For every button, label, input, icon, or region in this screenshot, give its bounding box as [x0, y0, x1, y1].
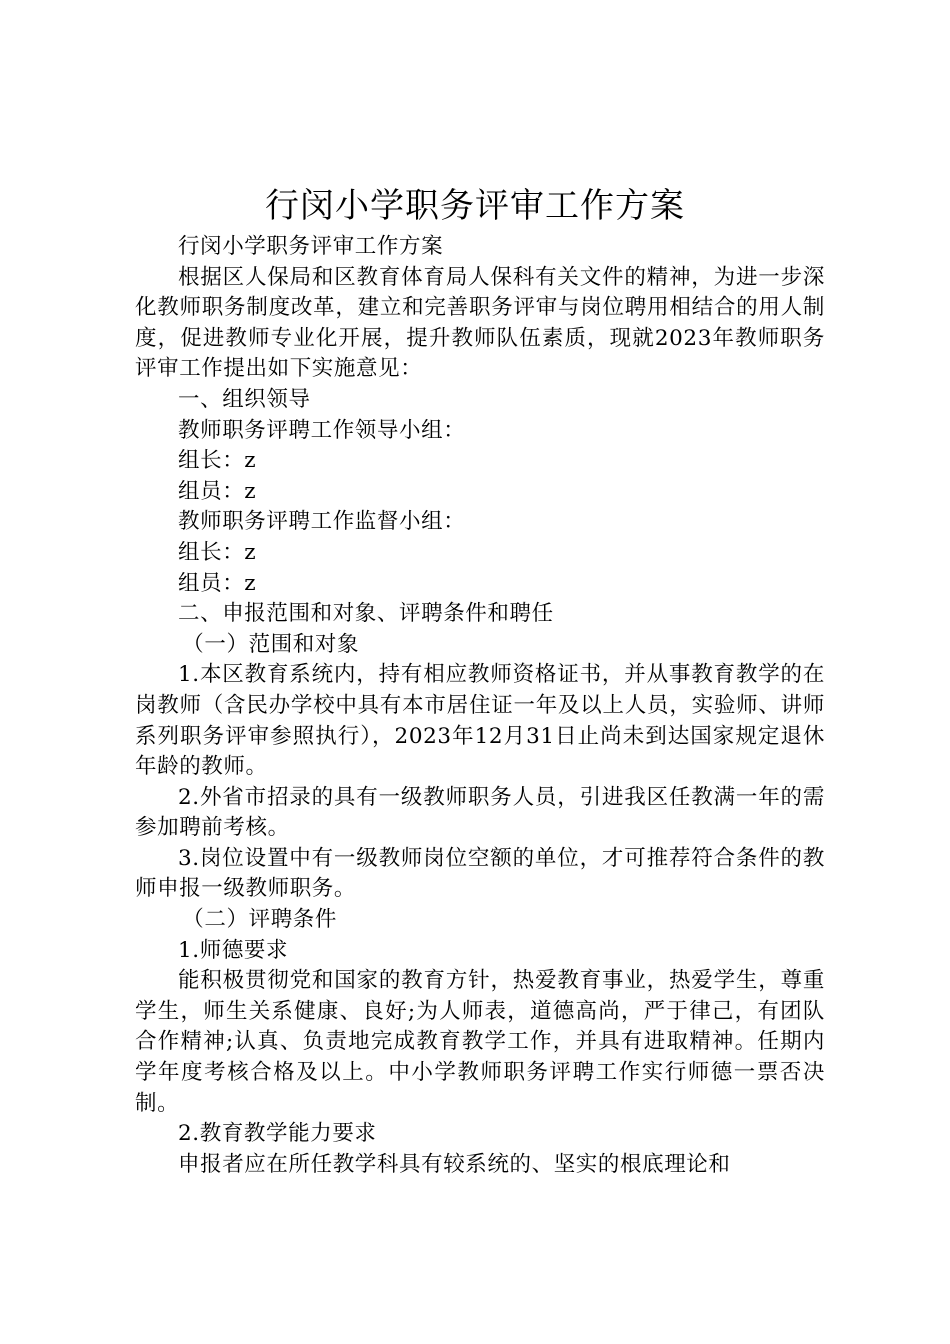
heading-organization: 一、组织领导 — [178, 386, 311, 412]
paragraph-item-2: 2.外省市招录的具有一级教师职务人员，引进我区任教满一年的需参加聘前考核。 — [135, 784, 825, 841]
paragraph-item-1: 1.本区教育系统内，持有相应教师资格证书，并从事教育教学的在岗教师（含民办学校中具有本市居住证一年及以上人员，实验师、讲师系列职务评审参照执行），2023年12月31日止尚未到达国家规定退休年龄的教师。 — [135, 662, 825, 780]
paragraph-subtitle: 行闵小学职务评审工作方案 — [178, 234, 444, 259]
paragraph-members-1: 组员：z — [178, 478, 257, 504]
paragraph-ethics-heading: 1.师德要求 — [178, 937, 289, 963]
paragraph-supervising-group: 教师职务评聘工作监督小组： — [178, 509, 466, 535]
paragraph-intro: 根据区人保局和区教育体育局人保科有关文件的精神，为进一步深化教师职务制度改革，建立和完善职务评审与岗位聘用相结合的用人制度，促进教师专业化开展，提升教师队伍素质，现就2023年教师职务评审工作提出如下实施意见： — [135, 264, 825, 382]
paragraph-members-2: 组员：z — [178, 570, 257, 596]
paragraph-ethics: 能积极贯彻党和国家的教育方针，热爱教育事业，热爱学生，尊重学生，师生关系健康、良好;为人师表，道德高尚，严于律己，有团队合作精神;认真、负责地完成教育教学工作，并具有进取精神。任期内学年度考核合格及以上。中小学教师职务评聘工作实行师德一票否决制。 — [135, 968, 825, 1116]
document-body — [135, 232, 825, 1180]
subheading-scope-objects: （一）范围和对象 — [182, 631, 360, 657]
paragraph-ability-heading: 2.教育教学能力要求 — [178, 1121, 377, 1147]
subheading-conditions: （二）评聘条件 — [182, 907, 337, 933]
paragraph-item-3: 3.岗位设置中有一级教师岗位空额的单位，才可推荐符合条件的教师申报一级教师职务。 — [135, 845, 825, 902]
heading-scope: 二、申报范围和对象、评聘条件和聘任 — [178, 601, 554, 627]
paragraph-ability: 申报者应在所任教学科具有较系统的、坚实的根底理论和 — [178, 1151, 731, 1177]
paragraph-leader-2: 组长：z — [178, 539, 257, 565]
document-title: 行闵小学职务评审工作方案 — [265, 186, 685, 226]
paragraph-leading-group: 教师职务评聘工作领导小组： — [178, 417, 466, 443]
paragraph-leader-1: 组长：z — [178, 448, 257, 474]
